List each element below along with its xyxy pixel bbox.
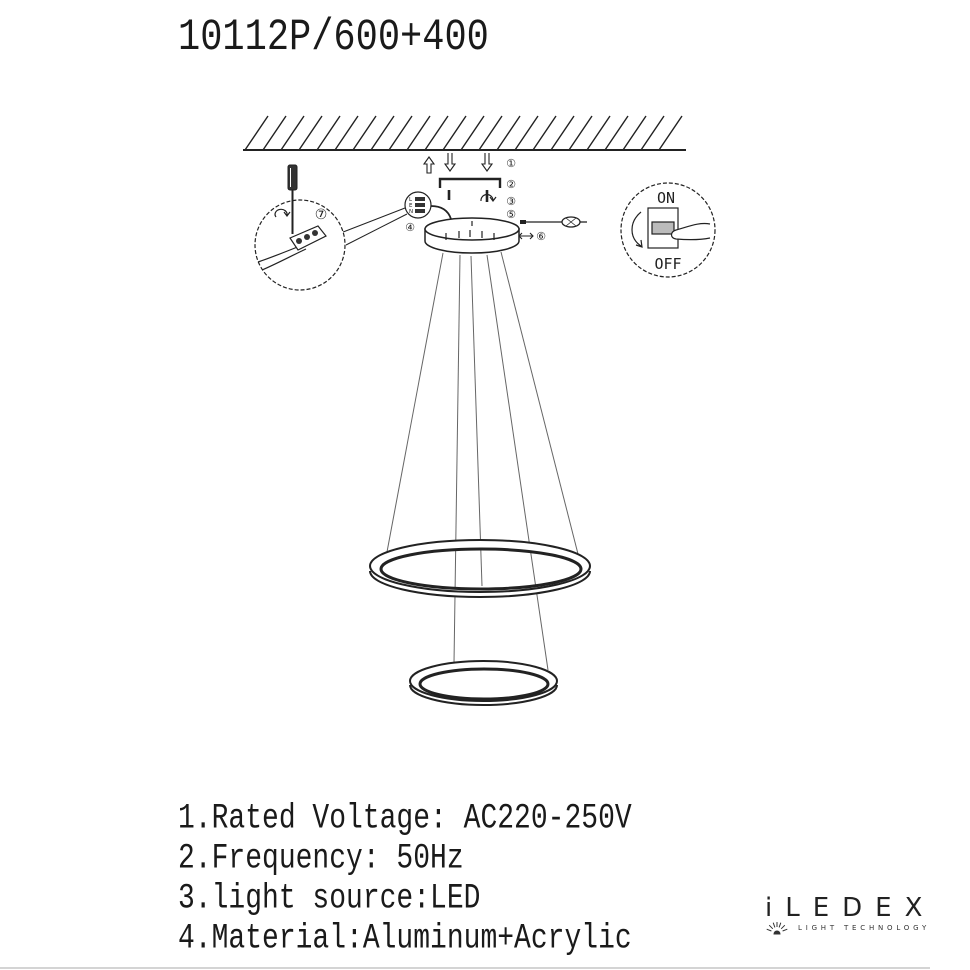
- model-number-title: 10112P/600+400: [178, 13, 489, 64]
- ceiling: [243, 116, 686, 150]
- spec-frequency: 2.Frequency: 50Hz: [178, 840, 464, 879]
- suspension-cable: [454, 255, 460, 663]
- step-2-label: ②: [506, 178, 516, 191]
- wiring-detail: [255, 165, 345, 290]
- step-1-label: ①: [506, 157, 516, 170]
- step1-arrows: [424, 153, 492, 173]
- switch-detail: [621, 183, 715, 277]
- ceiling-canopy: [425, 218, 519, 253]
- lower-ring: [410, 661, 557, 705]
- arrow-down-icon: [445, 153, 455, 171]
- terminal-label-earth: E: [409, 203, 413, 209]
- rotate-icon: [481, 194, 496, 201]
- ceiling-hatch: [245, 116, 682, 150]
- switch-on-label: ON: [656, 189, 676, 207]
- terminal-label-live: L: [409, 197, 413, 203]
- switch-rocker: [652, 222, 674, 234]
- screwdriver-icon: [520, 217, 587, 227]
- step-4-label: ④: [405, 221, 415, 234]
- terminal-detail: [405, 192, 431, 218]
- spec-rated-voltage: 1.Rated Voltage: AC220-250V: [178, 800, 632, 839]
- suspension-cable: [501, 252, 578, 554]
- upper-ring: [370, 540, 590, 597]
- spec-material: 4.Material:Aluminum+Acrylic: [178, 920, 632, 959]
- step-3-label: ③: [506, 195, 516, 208]
- double-arrow-icon: [519, 233, 533, 239]
- suspension-cable: [387, 253, 443, 552]
- logo-tagline: LIGHT TECHNOLOGY: [798, 924, 931, 932]
- logo-wordmark: iLEDEX: [765, 893, 936, 923]
- step-6-label: ⑥: [536, 230, 546, 243]
- fixing-screws: [449, 190, 496, 202]
- power-wire: [431, 206, 451, 219]
- mounting-bracket: [440, 179, 500, 188]
- arrow-down-icon: [482, 153, 492, 171]
- spec-light-source: 3.light source:LED: [178, 880, 481, 919]
- step-5-label: ⑤: [506, 208, 516, 221]
- terminal-label-neutral: N: [409, 209, 414, 215]
- suspension-cables: [387, 252, 578, 670]
- step-7-label: ⑦: [314, 207, 328, 223]
- callout-lines: [338, 208, 407, 245]
- switch-off-label: OFF: [654, 255, 682, 273]
- brand-logo: [765, 894, 955, 938]
- arrow-up-icon: [424, 157, 434, 173]
- specifications-list: [178, 800, 632, 960]
- suspension-cable: [471, 256, 482, 586]
